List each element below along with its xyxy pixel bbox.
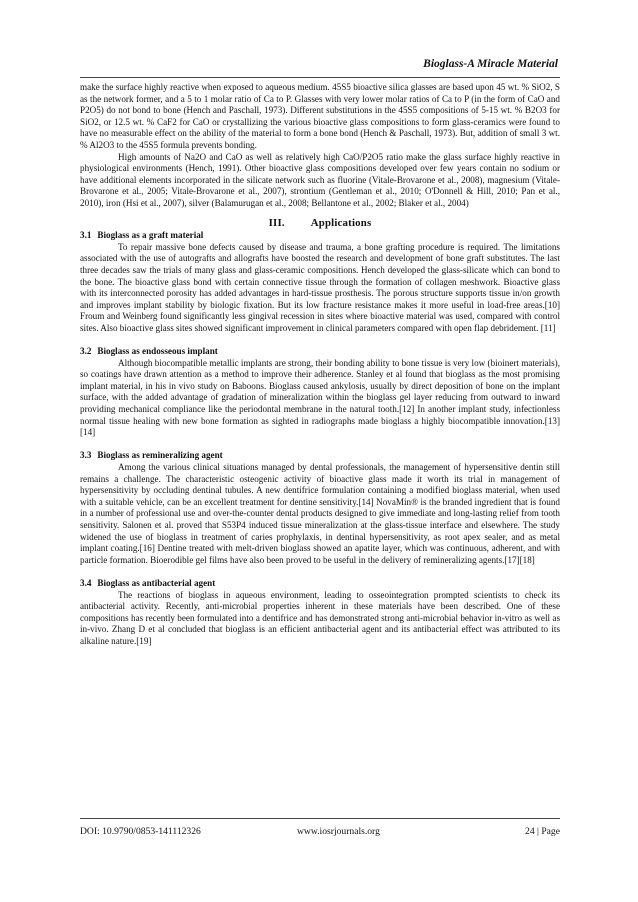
section-heading: [80, 218, 560, 230]
spacer: [80, 334, 560, 346]
subsection-number: 3.1: [80, 230, 92, 241]
subsection-heading-3-3: [80, 450, 560, 462]
footer-rule: [80, 818, 560, 819]
subsection-number: 3.4: [80, 577, 92, 588]
page-body: [80, 82, 560, 648]
spacer: [80, 566, 560, 578]
footer-website: www.iosrjournals.org: [297, 826, 380, 837]
subsection-title: Bioglass as endosseous implant: [97, 346, 218, 357]
footer-page-number: 24 | Page: [525, 826, 560, 837]
intro-paragraph-1: make the surface highly reactive when exposed to aqueous medium. 45S5 bioactive silica glasses are based upon 45 wt. % SiO2, S as the network former, and a 5 to 1 molar ratio of Ca to P. Glasses with very lower molar ratios of Ca to P (in the form of CaO and P2O5) do not bond to bone (Hench and Paschall, 1973). Different substitutions in the 45S5 compositions of 5-15 wt. % B2O3 for SiO2, or 12.5 wt. % CaF2 for CaO or crystallizing the various bioactive glass compositions to form glass-ceramics were found to have no measurable effect on the ability of the material to form a bone bond (Hench & Paschall, 1973). But, addition of small 3 wt. % Al2O3 to the 45S5 formula prevents bonding.: [80, 82, 560, 150]
section-number: III.: [268, 216, 285, 229]
page-footer: [80, 826, 560, 840]
running-title: Bioglass-A Miracle Material: [423, 58, 558, 70]
section-title: Applications: [310, 216, 372, 229]
subsection-title: Bioglass as antibacterial agent: [97, 577, 216, 588]
intro-paragraph-2: High amounts of Na2O and CaO as well as relatively high CaO/P2O5 ratio make the glass surface highly reactive in physiological environments (Hench, 1991). Other bioactive glass compositions developed over few years contain no sodium or have additional elements incorporated in the silicate network such as fluorine (Vitale-Brovarone et al., 2008), magnesium (Vitale-Brovarone et al., 2005; Vitale-Brovarone et al., 2007), strontium (Gentleman et al., 2010; O'Donnell & Hill, 2010; Pan et al., 2010), iron (Hsi et al., 2007), silver (Balamurugan et al., 2008; Bellantone et al., 2002; Blaker et al., 2004): [80, 151, 560, 208]
subsection-number: 3.2: [80, 346, 92, 357]
spacer: [80, 439, 560, 451]
subsection-heading-3-2: [80, 346, 560, 358]
subsection-paragraph-3-4: The reactions of bioglass in aqueous environment, leading to osseointegration prompted scientists to check its antibacterial activity. Recently, anti-microbial properties inherent in these materials have been described. One of these compositions has recently been formulated into a dentifrice and has demonstrated strong anti-microbial behavior in-vitro as well as in-vivo. Zhang D et al concluded that bioglass is an efficient antibacterial agent and its antibacterial effect was attributed to its alkaline nature.[19]: [80, 589, 560, 646]
subsection-title: Bioglass as remineralizing agent: [97, 450, 223, 461]
subsection-heading-3-4: [80, 578, 560, 590]
subsection-paragraph-3-3: Among the various clinical situations managed by dental professionals, the management of hypersensitive dentin still remains a challenge. The characteristic osteogenic activity of bioactive glass made it worth its trial in management of hypersensitivity by occluding dentinal tubules. A new dentifrice formulation containing a modified bioglass material, when used with a suitable vehicle, can be an excellent treatment for dentine sensitivity.[14] NovaMin® is the branded ingredient that is found in a number of professional use and over-the-counter dental products designed to give immediate and long-lasting relief from tooth sensitivity. Salonen et al. proved that S53P4 induced tissue mineralization at the glass-tissue interface and elsewhere. The study widened the use of bioglass in treatment of caries prophylaxis, in dentinal hypersensitivity, as root apex sealer, and as metal implant coating.[16] Dentine treated with melt-driven bioglass showed an apatite layer, which was continuous, adherent, and with particle formation. Bioerodible gel films have also been proved to be useful in the delivery of remineralizing agents.[17][18]: [80, 462, 560, 565]
subsection-title: Bioglass as a graft material: [97, 230, 204, 241]
footer-doi: DOI: 10.9790/0853-141112326: [80, 826, 201, 837]
subsection-paragraph-3-2: Although biocompatible metallic implants are strong, their bonding ability to bone tissue is very low (bioinert materials), so coatings have drawn attention as a method to improve their adherence. Stanley et al found that bioglass as the most promising implant material, in his in vivo study on Baboons. Bioglass caused ankylosis, usually by direct deposition of bone on the implant surface, with the added advantage of gradation of mineralization within the bioglass gel layer reducing from outward to inward providing mechanical compliance like the periodontal membrane in the natural tooth.[12] In another implant study, infectionless normal tissue healing with new bone formation as sighted in radiographs made bioglass a highly biocompatible innovation.[13][14]: [80, 357, 560, 438]
subsection-heading-3-1: [80, 230, 560, 242]
subsection-paragraph-3-1: To repair massive bone defects caused by disease and trauma, a bone grafting procedure is required. The limitations associated with the use of autografts and allografts have boosted the research and development of bone graft substitutes. The last three decades saw the trials of many glass and glass-ceramic compositions. Hench developed the glass-silicate which can bond to the bone. The bioactive glass bond with certain connective tissue through the formation of collagen meshwork. Bioactive glass with its interconnected porosity has added advantages in hard-tissue prosthesis. The porous structure supports tissue in/on growth and improves implant stability by biologic fixation. But its low fracture resistance makes it more useful in load-free areas.[10] Froum and Weinberg found significantly less gingival recession in sites where bioactive material was used, compared with control sites. Also bioactive glass sites showed significant improvement in clinical parameters compared with open flap debridement. [11]: [80, 241, 560, 333]
subsection-number: 3.3: [80, 450, 92, 461]
header-rule: [80, 77, 560, 78]
